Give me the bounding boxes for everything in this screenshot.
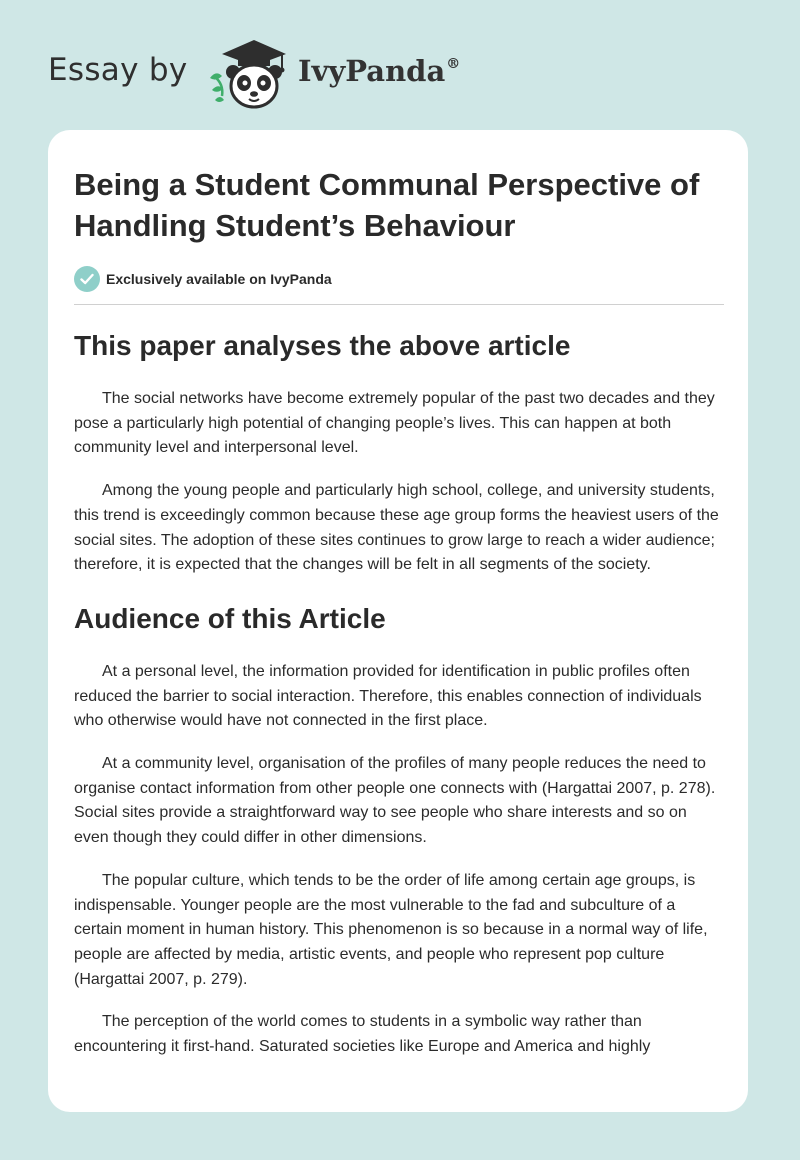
page-title: Being a Student Communal Perspective of Handling Student’s Behaviour bbox=[74, 167, 700, 243]
brand-name[interactable] bbox=[298, 54, 460, 88]
brand-text: IvyPanda bbox=[298, 54, 446, 88]
paragraph: The popular culture, which tends to be the order of life among certain age groups, is indispensable. Younger people are the most vulnerable to the fad and subculture of a certain moment in human history. This phenomenon is so because in a normal way of life, people are affected by media, artistic events, and people who represent pop culture (Hargattai 2007, p. 279). bbox=[74, 871, 708, 988]
exclusive-badge-text: Exclusively available on IvyPanda bbox=[106, 271, 332, 287]
essay-card bbox=[48, 130, 748, 1112]
paragraph: The social networks have become extremely popular of the past two decades and they pose a particularly high potential of changing people’s lives. This can happen at both community level and interpersonal level. bbox=[74, 390, 715, 457]
exclusive-badge bbox=[74, 266, 724, 292]
paragraph: At a personal level, the information provided for identification in public profiles often reduced the barrier to social interaction. Therefore, this enables connection of individuals who otherwise would have not connected in the first place. bbox=[74, 662, 702, 730]
check-icon bbox=[74, 266, 100, 292]
paragraph: At a community level, organisation of the profiles of many people reduces the need to organise contact information from other people one connects with (Hargattai 2007, p. 278). Social sites provide a straightforward way to see people who share interests and so on even though they could differ in other dimensions. bbox=[74, 755, 716, 847]
essay-content bbox=[74, 164, 724, 1060]
title-divider bbox=[74, 304, 724, 305]
registered-mark: ® bbox=[446, 56, 461, 72]
paragraph: Among the young people and particularly high school, college, and university students, this trend is exceedingly common because these age group forms the heaviest users of the social sites. The adoption of these sites continues to grow large to reach a wider audience; therefore, it is expected that the changes will be felt in all segments of the society. bbox=[74, 482, 719, 574]
section-heading: Audience of this Article bbox=[74, 602, 386, 634]
ivypanda-logo-icon[interactable] bbox=[202, 36, 294, 110]
section-heading: This paper analyses the above article bbox=[74, 330, 571, 361]
paragraph: The perception of the world comes to students in a symbolic way rather than encountering it first-hand. Saturated societies like Europe and America and highly bbox=[74, 1013, 651, 1056]
site-header bbox=[48, 34, 568, 114]
essay-by-label: Essay by bbox=[48, 52, 188, 88]
